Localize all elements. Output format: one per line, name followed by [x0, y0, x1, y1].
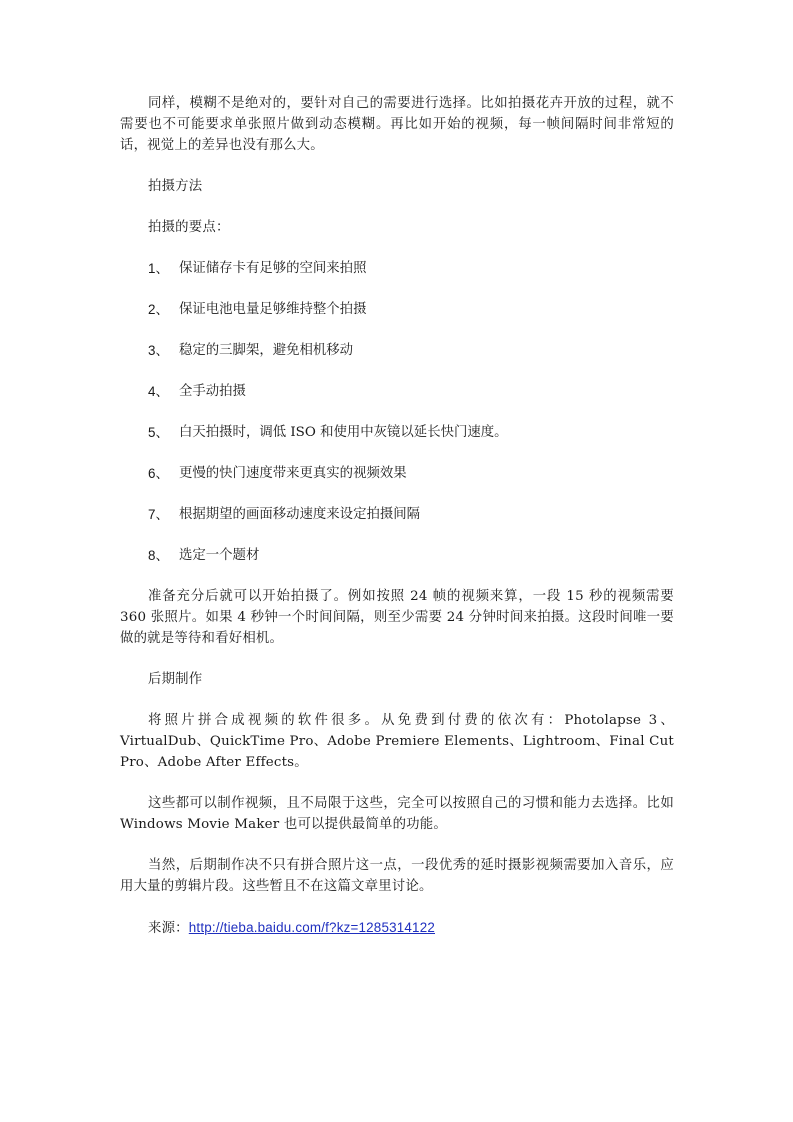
source-line	[120, 917, 674, 939]
list-number: 6、	[148, 466, 169, 481]
list-item	[120, 422, 674, 443]
software-paragraph: 将照片拼合成视频的软件很多。从免费到付费的依次有：Photolapse 3、VirtualDub、QuickTime Pro、Adobe Premiere Elements、Lightroom、Final Cut Pro、Adobe After Effects。	[120, 713, 674, 770]
document-page	[120, 93, 674, 939]
list-text: 稳定的三脚架，避免相机移动	[179, 343, 354, 358]
list-text: 更慢的快门速度带来更真实的视频效果	[179, 466, 407, 481]
list-text: 保证储存卡有足够的空间来拍照	[179, 261, 367, 276]
list-item	[120, 504, 674, 525]
section-heading-shooting-method: 拍摄方法	[148, 179, 203, 194]
list-number: 7、	[148, 507, 169, 522]
list-text: 白天拍摄时，调低 ISO 和使用中灰镜以延长快门速度。	[179, 425, 508, 440]
list-number: 5、	[148, 425, 169, 440]
source-link[interactable]: http://tieba.baidu.com/f?kz=1285314122	[188, 920, 435, 935]
intro-paragraph: 同样，模糊不是绝对的，要针对自己的需要进行选择。比如拍摄花卉开放的过程，就不需要也不可能要求单张照片做到动态模糊。再比如开始的视频，每一帧间隔时间非常短的话，视觉上的差异也没有那么大。	[120, 96, 674, 153]
list-item	[120, 340, 674, 361]
list-number: 8、	[148, 548, 169, 563]
list-text: 保证电池电量足够维持整个拍摄	[179, 302, 367, 317]
list-item	[120, 545, 674, 566]
list-text: 全手动拍摄	[179, 384, 246, 399]
section-heading-post-production: 后期制作	[148, 672, 203, 687]
key-points-heading: 拍摄的要点：	[148, 220, 230, 235]
list-item	[120, 381, 674, 402]
list-item	[120, 258, 674, 279]
source-label: 来源：	[148, 921, 189, 936]
list-text: 根据期望的画面移动速度来设定拍摄间隔	[179, 507, 421, 522]
list-item	[120, 299, 674, 320]
list-number: 2、	[148, 302, 169, 317]
list-number: 3、	[148, 343, 169, 358]
choice-paragraph: 这些都可以制作视频，且不局限于这些，完全可以按照自己的习惯和能力去选择。比如 Windows Movie Maker 也可以提供最简单的功能。	[120, 796, 674, 832]
list-text: 选定一个题材	[179, 548, 260, 563]
list-number: 4、	[148, 384, 169, 399]
conclusion-paragraph: 当然，后期制作决不只有拼合照片这一点，一段优秀的延时摄影视频需要加入音乐，应用大量的剪辑片段。这些暂且不在这篇文章里讨论。	[120, 858, 674, 894]
list-number: 1、	[148, 261, 169, 276]
list-item	[120, 463, 674, 484]
ready-paragraph: 准备充分后就可以开始拍摄了。例如按照 24 帧的视频来算，一段 15 秒的视频需要 360 张照片。如果 4 秒钟一个时间间隔，则至少需要 24 分钟时间来拍摄。这段时间唯一要做的就是等待和看好相机。	[120, 589, 674, 646]
